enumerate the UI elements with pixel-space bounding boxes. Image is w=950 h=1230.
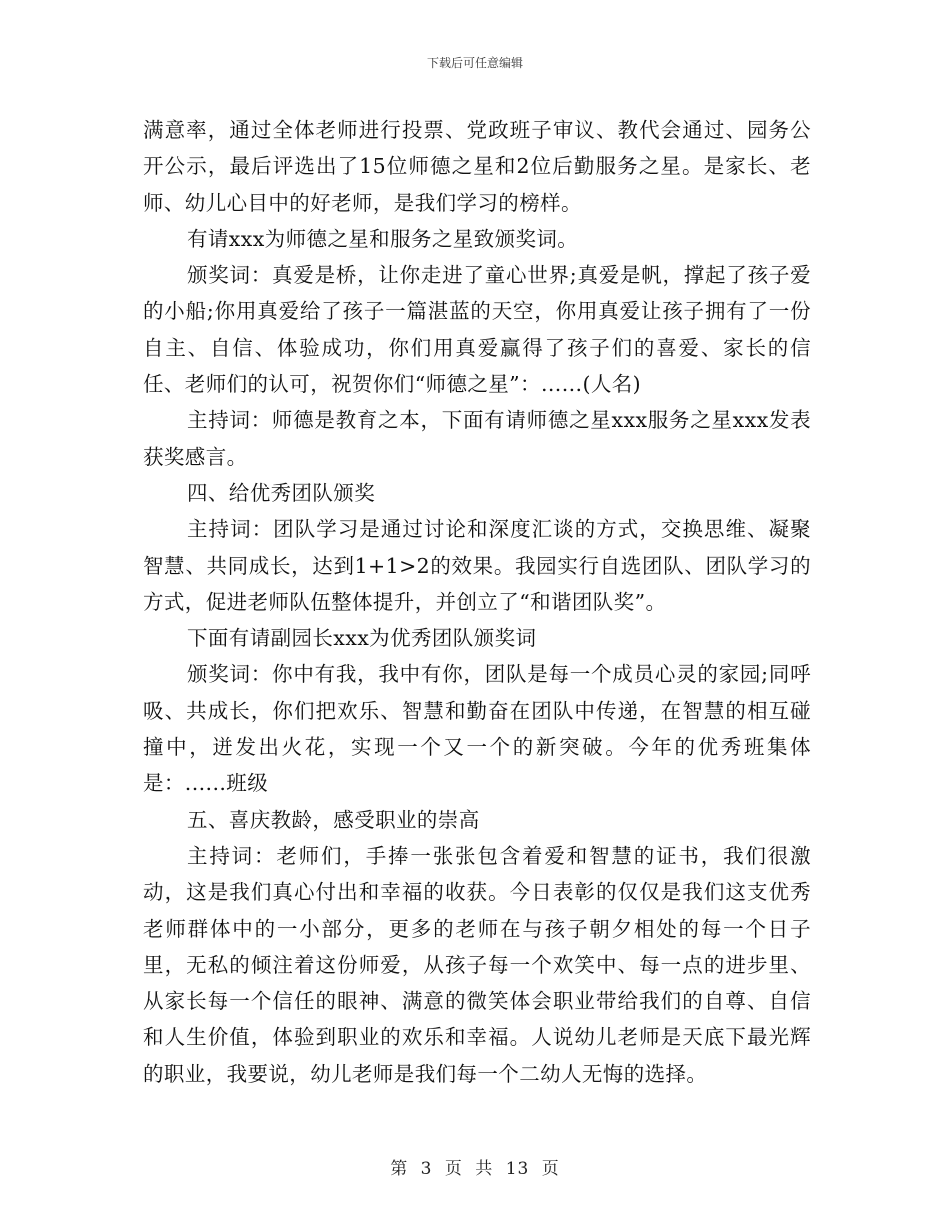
paragraph: 主持词：老师们，手捧一张张包含着爱和智慧的证书，我们很激动，这是我们真心付出和幸福的收获。今日表彰的仅仅是我们这支优秀老师群体中的一小部分，更多的老师在与孩子朝夕相处的每一个日子里，无私的倾注着这份师爱，从孩子每一个欢笑中、每一点的进步里、从家长每一个信任的眼神、满意的微笑体会职业带给我们的自尊、自信和人生价值，体验到职业的欢乐和幸福。人说幼儿老师是天底下最光辉的职业，我要说，幼儿老师是我们每一个二幼人无悔的选择。 bbox=[143, 843, 811, 1086]
paragraph: 颁奖词：你中有我，我中有你，团队是每一个成员心灵的家园;同呼吸、共成长，你们把欢乐、智慧和勤奋在团队中传递，在智慧的相互碰撞中，迸发出火花，实现一个又一个的新突破。今年的优秀班集体是：......班级 bbox=[143, 662, 811, 796]
section-heading: 四、给优秀团队颁奖 bbox=[187, 480, 376, 505]
paragraph: 有请xxx为师德之星和服务之星致颁奖词。 bbox=[187, 226, 579, 251]
page-number: 第 3 页 共 13 页 bbox=[390, 1159, 560, 1179]
section-heading: 五、喜庆教龄，感受职业的崇高 bbox=[187, 807, 480, 832]
paragraph: 颁奖词：真爱是桥，让你走进了童心世界;真爱是帆，撑起了孩子爱的小船;你用真爱给了孩子一篇湛蓝的天空，你用真爱让孩子拥有了一份自主、自信、体验成功，你们用真爱赢得了孩子们的喜爱、家长的信任、老师们的认可，祝贺你们“师德之星”：......(人名) bbox=[143, 263, 811, 397]
document-body bbox=[143, 112, 811, 1092]
page-header: 下载后可任意编辑 bbox=[426, 56, 523, 70]
paragraph: 满意率，通过全体老师进行投票、党政班子审议、教代会通过、园务公开公示，最后评选出了15位师德之星和2位后勤服务之星。是家长、老师、幼儿心目中的好老师，是我们学习的榜样。 bbox=[143, 118, 811, 215]
paragraph: 主持词：师德是教育之本，下面有请师德之星xxx服务之星xxx发表获奖感言。 bbox=[143, 408, 811, 469]
paragraph: 下面有请副园长xxx为优秀团队颁奖词 bbox=[187, 626, 537, 651]
paragraph: 主持词：团队学习是通过讨论和深度汇谈的方式，交换思维、凝聚智慧、共同成长，达到1+1>2的效果。我园实行自选团队、团队学习的方式，促进老师队伍整体提升，并创立了“和谐团队奖”。 bbox=[143, 517, 811, 614]
